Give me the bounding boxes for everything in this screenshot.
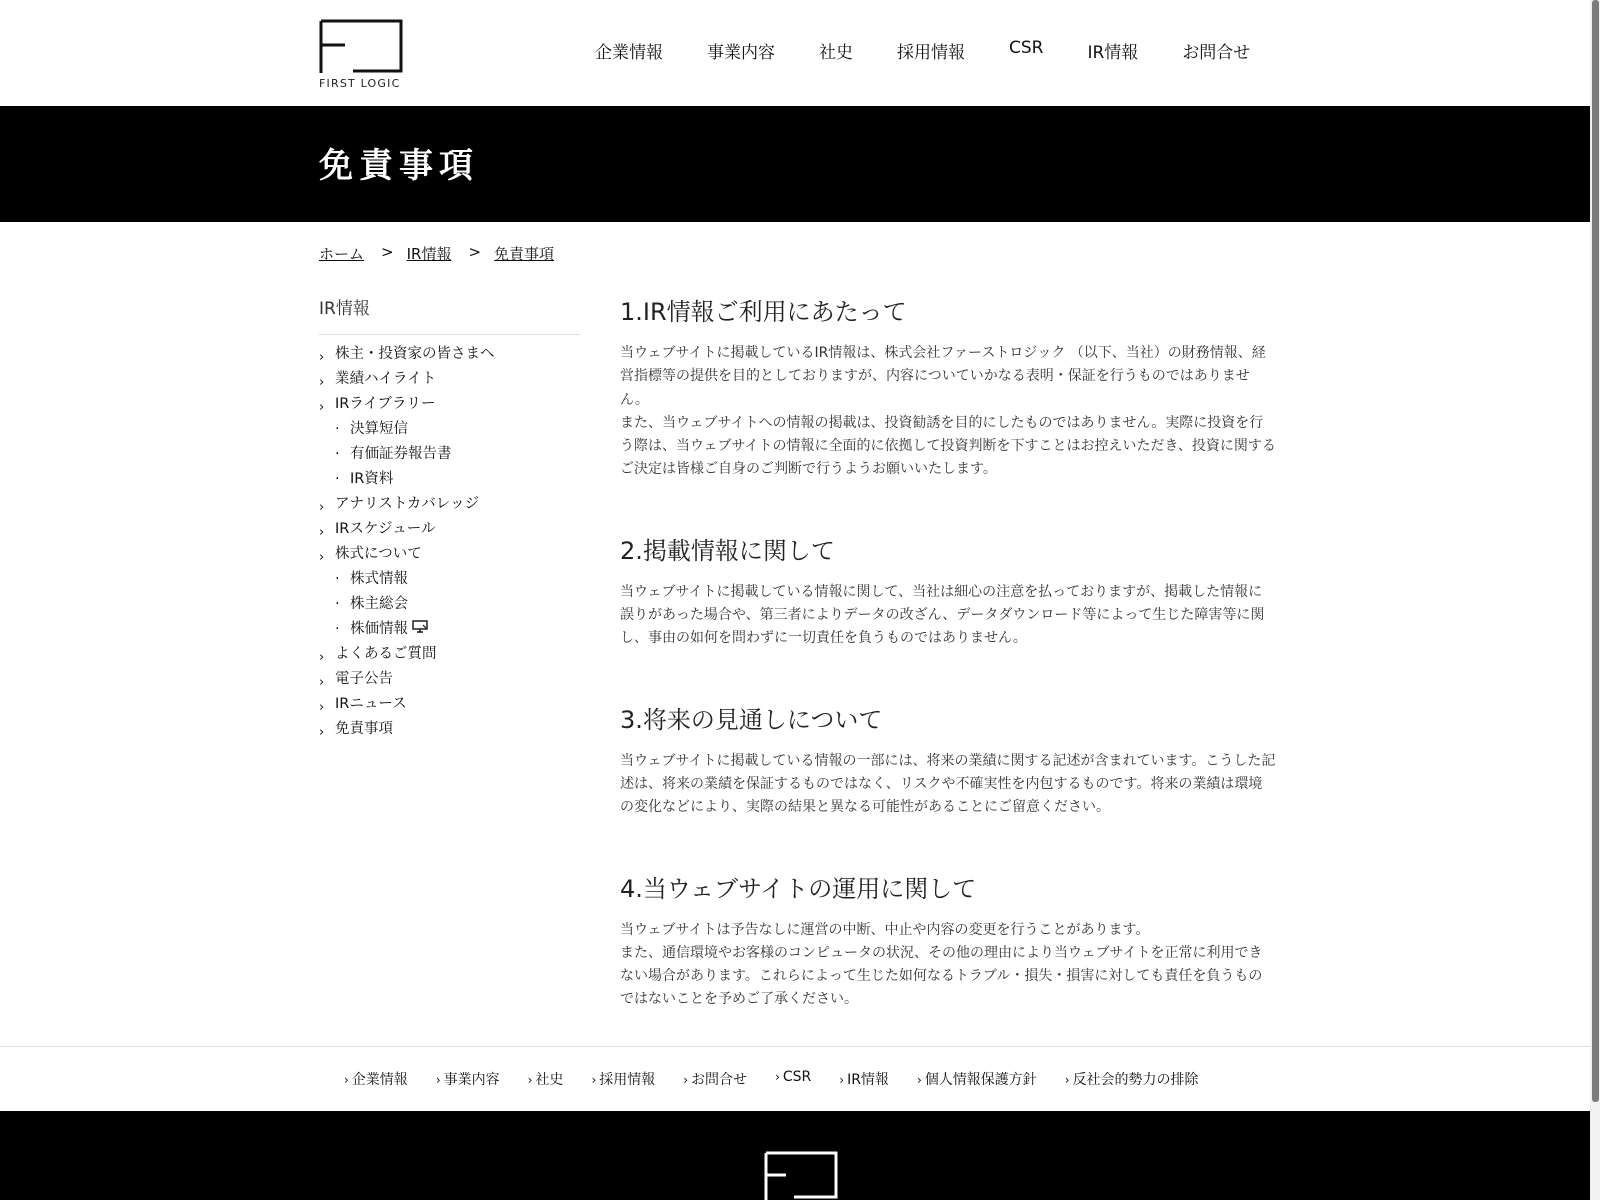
sidebar-item-label: IRスケジュール: [335, 521, 436, 537]
footer-links: [344, 1069, 1227, 1089]
sidebar-item[interactable]: [319, 544, 580, 569]
section-paragraph: また、通信環境やお客様のコンピュータの状況、その他の理由により当ウェブサイトを正常に利用できない場合があります。これらによって生じた如何なるトラブル・損失・損害に対しても責任を負うものではないことを予めご了承ください。: [620, 944, 1263, 1008]
content-section: [620, 700, 1276, 820]
section-heading: 1.IR情報ご利用にあたって: [620, 298, 907, 326]
footer-link[interactable]: [917, 1069, 1037, 1089]
footer-link[interactable]: [683, 1069, 747, 1089]
breadcrumb-separator: >: [381, 243, 394, 261]
nav-item-history[interactable]: 社史: [819, 43, 853, 63]
section-heading: 3.将来の見通しについて: [620, 705, 883, 734]
sidebar-item-label: 免責事項: [335, 721, 393, 737]
section-body: [620, 342, 1276, 482]
section-body: [620, 750, 1276, 820]
chevron-right-icon: ›: [683, 1073, 689, 1087]
bullet-icon: ·: [335, 471, 340, 487]
footer-link[interactable]: [775, 1069, 811, 1089]
nav-item-company[interactable]: 企業情報: [595, 43, 663, 63]
chevron-right-icon: ›: [839, 1073, 845, 1087]
breadcrumb-home[interactable]: ホーム: [319, 245, 365, 263]
site-header: [0, 0, 1590, 106]
content-section: [620, 869, 1276, 1012]
sidebar-item[interactable]: [319, 694, 580, 719]
sidebar-item[interactable]: [319, 369, 580, 394]
footer-link-label: 採用情報: [599, 1072, 656, 1088]
chevron-right-icon: ›: [319, 650, 325, 665]
bullet-icon: ·: [335, 421, 340, 437]
sidebar-item[interactable]: [319, 719, 580, 744]
sidebar-item-label: 有価証券報告書: [350, 446, 452, 462]
footer-logo-icon: [764, 1151, 838, 1200]
nav-item-ir[interactable]: IR情報: [1087, 43, 1139, 63]
chevron-right-icon: ›: [775, 1070, 780, 1084]
sidebar-item-label: 株式情報: [350, 571, 408, 587]
section-paragraph: 当ウェブサイトに掲載している情報の一部には、将来の業績に関する記述が含まれています。こうした記述は、将来の業績を保証するものではなく、リスクや不確実性を内包するものです。将来の業績は環境の変化などにより、実際の結果と異なる可能性があることにご留意ください。: [620, 752, 1276, 816]
nav-item-business[interactable]: 事業内容: [707, 43, 775, 63]
footer-logo[interactable]: [764, 1151, 838, 1200]
section-body: [620, 919, 1276, 1012]
sidebar-item[interactable]: [319, 444, 580, 469]
chevron-right-icon: ›: [319, 700, 325, 715]
global-nav: [573, 38, 1272, 63]
footer-link[interactable]: [528, 1069, 564, 1089]
page-title: 免責事項: [319, 146, 479, 186]
nav-item-contact[interactable]: お問合せ: [1182, 43, 1251, 63]
title-band: [0, 106, 1590, 222]
chevron-right-icon: ›: [916, 1073, 922, 1087]
site-logo[interactable]: [319, 19, 403, 93]
sidebar-item-label: IRライブラリー: [335, 396, 436, 412]
sidebar-item[interactable]: [319, 569, 580, 594]
footer-link[interactable]: [436, 1069, 500, 1089]
bullet-icon: ·: [335, 571, 340, 587]
bullet-icon: ·: [335, 621, 340, 637]
sidebar-item[interactable]: [319, 619, 580, 644]
section-paragraph: 当ウェブサイトに掲載している情報に関して、当社は細心の注意を払っておりますが、掲載した情報に誤りがあった場合や、第三者によりデータの改ざん、データダウンロード等によって生じた障害等に関し、事由の如何を問わずに一切責任を負うものではありません。: [620, 583, 1265, 647]
chevron-right-icon: ›: [319, 500, 325, 515]
sidebar-item[interactable]: [319, 394, 580, 419]
sidebar-item-label: 株価情報: [350, 621, 408, 637]
chevron-right-icon: ›: [527, 1073, 533, 1087]
logo-mark-icon: [319, 19, 403, 75]
chevron-right-icon: ›: [319, 375, 325, 390]
footer-link[interactable]: [839, 1069, 889, 1089]
footer-link-label: 個人情報保護方針: [924, 1072, 1037, 1088]
sidebar-list: [319, 344, 580, 744]
chevron-right-icon: ›: [344, 1073, 349, 1087]
content-section: [620, 292, 1276, 482]
sidebar-item[interactable]: [319, 644, 580, 669]
sidebar-item-label: 決算短信: [350, 421, 408, 437]
sidebar-item-label: IR資料: [350, 471, 394, 487]
sidebar-item-label: 株式について: [335, 546, 422, 562]
bullet-icon: ·: [335, 446, 340, 462]
section-paragraph: また、当ウェブサイトへの情報の掲載は、投資勧誘を目的にしたものではありません。実際に投資を行う際は、当ウェブサイトの情報に全面的に依拠して投資判断を下すことはお控えいただき、投資に関するご決定は皆様ご自身のご判断で行うようお願いいたします。: [620, 414, 1276, 478]
section-paragraph: 当ウェブサイトに掲載しているIR情報は、株式会社ファーストロジック （以下、当社）の財務情報、経営指標等の提供を目的としておりますが、内容についていかなる表明・保証を行うものではありません。: [620, 345, 1266, 408]
footer-nav: [0, 1046, 1590, 1111]
chevron-right-icon: ›: [319, 525, 325, 540]
main-content: [620, 292, 1276, 1061]
section-paragraph: 当ウェブサイトは予告なしに運営の中断、中止や内容の変更を行うことがあります。: [620, 921, 1150, 938]
section-heading: 2.掲載情報に関して: [620, 536, 835, 565]
breadcrumb: [319, 243, 554, 264]
sidebar-item-label: よくあるご質問: [335, 646, 437, 662]
chevron-right-icon: ›: [319, 675, 325, 690]
sidebar-item-label: 株主・投資家の皆さまへ: [335, 346, 495, 362]
section-body: [620, 581, 1276, 651]
sidebar-item-label: 業績ハイライト: [335, 371, 437, 387]
sidebar-item[interactable]: [319, 344, 580, 369]
footer-link-label: 社史: [535, 1072, 564, 1088]
chevron-right-icon: ›: [1064, 1073, 1070, 1087]
footer-link[interactable]: [344, 1069, 408, 1089]
logo-text: FIRST LOGIC: [319, 77, 401, 90]
nav-item-recruit[interactable]: 採用情報: [897, 43, 965, 63]
footer-link[interactable]: [1065, 1069, 1199, 1089]
sidebar-item-label: IRニュース: [335, 696, 407, 712]
sidebar-item[interactable]: [319, 469, 580, 494]
footer-link-label: 事業内容: [443, 1072, 500, 1088]
bullet-icon: ·: [335, 596, 340, 612]
footer-link-label: CSR: [782, 1069, 812, 1085]
nav-item-csr[interactable]: CSR: [1009, 38, 1044, 58]
sidebar-item[interactable]: [319, 519, 580, 544]
sidebar-item[interactable]: [319, 419, 580, 444]
footer-link-label: IR情報: [847, 1072, 889, 1088]
sidebar-item[interactable]: [319, 669, 580, 694]
footer-link-label: お問合せ: [691, 1072, 748, 1088]
scrollbar[interactable]: [1590, 0, 1600, 1200]
footer-link[interactable]: [591, 1069, 655, 1089]
content-section: [620, 531, 1276, 651]
chevron-right-icon: ›: [319, 550, 325, 565]
breadcrumb-current[interactable]: 免責事項: [494, 245, 555, 263]
sidebar-item-label: アナリストカバレッジ: [335, 496, 480, 512]
chevron-right-icon: ›: [319, 725, 325, 740]
chevron-right-icon: ›: [591, 1073, 597, 1087]
monitor-icon: [412, 619, 428, 639]
breadcrumb-separator: >: [468, 243, 482, 261]
sidebar-title: IR情報: [319, 294, 580, 335]
chevron-right-icon: ›: [319, 400, 325, 415]
breadcrumb-ir[interactable]: IR情報: [406, 245, 452, 263]
sidebar-item[interactable]: [319, 594, 580, 619]
footer-link-label: 反社会的勢力の排除: [1072, 1072, 1199, 1088]
sidebar: [319, 294, 580, 744]
chevron-right-icon: ›: [435, 1073, 441, 1087]
section-heading: 4.当ウェブサイトの運用に関して: [620, 874, 977, 903]
scrollbar-thumb[interactable]: [1592, 0, 1599, 1102]
sidebar-item-label: 株主総会: [350, 596, 408, 612]
site-footer: [0, 1111, 1590, 1200]
sidebar-item-label: 電子公告: [335, 671, 393, 687]
sidebar-item[interactable]: [319, 494, 580, 519]
chevron-right-icon: ›: [319, 350, 325, 365]
footer-link-label: 企業情報: [351, 1072, 408, 1088]
